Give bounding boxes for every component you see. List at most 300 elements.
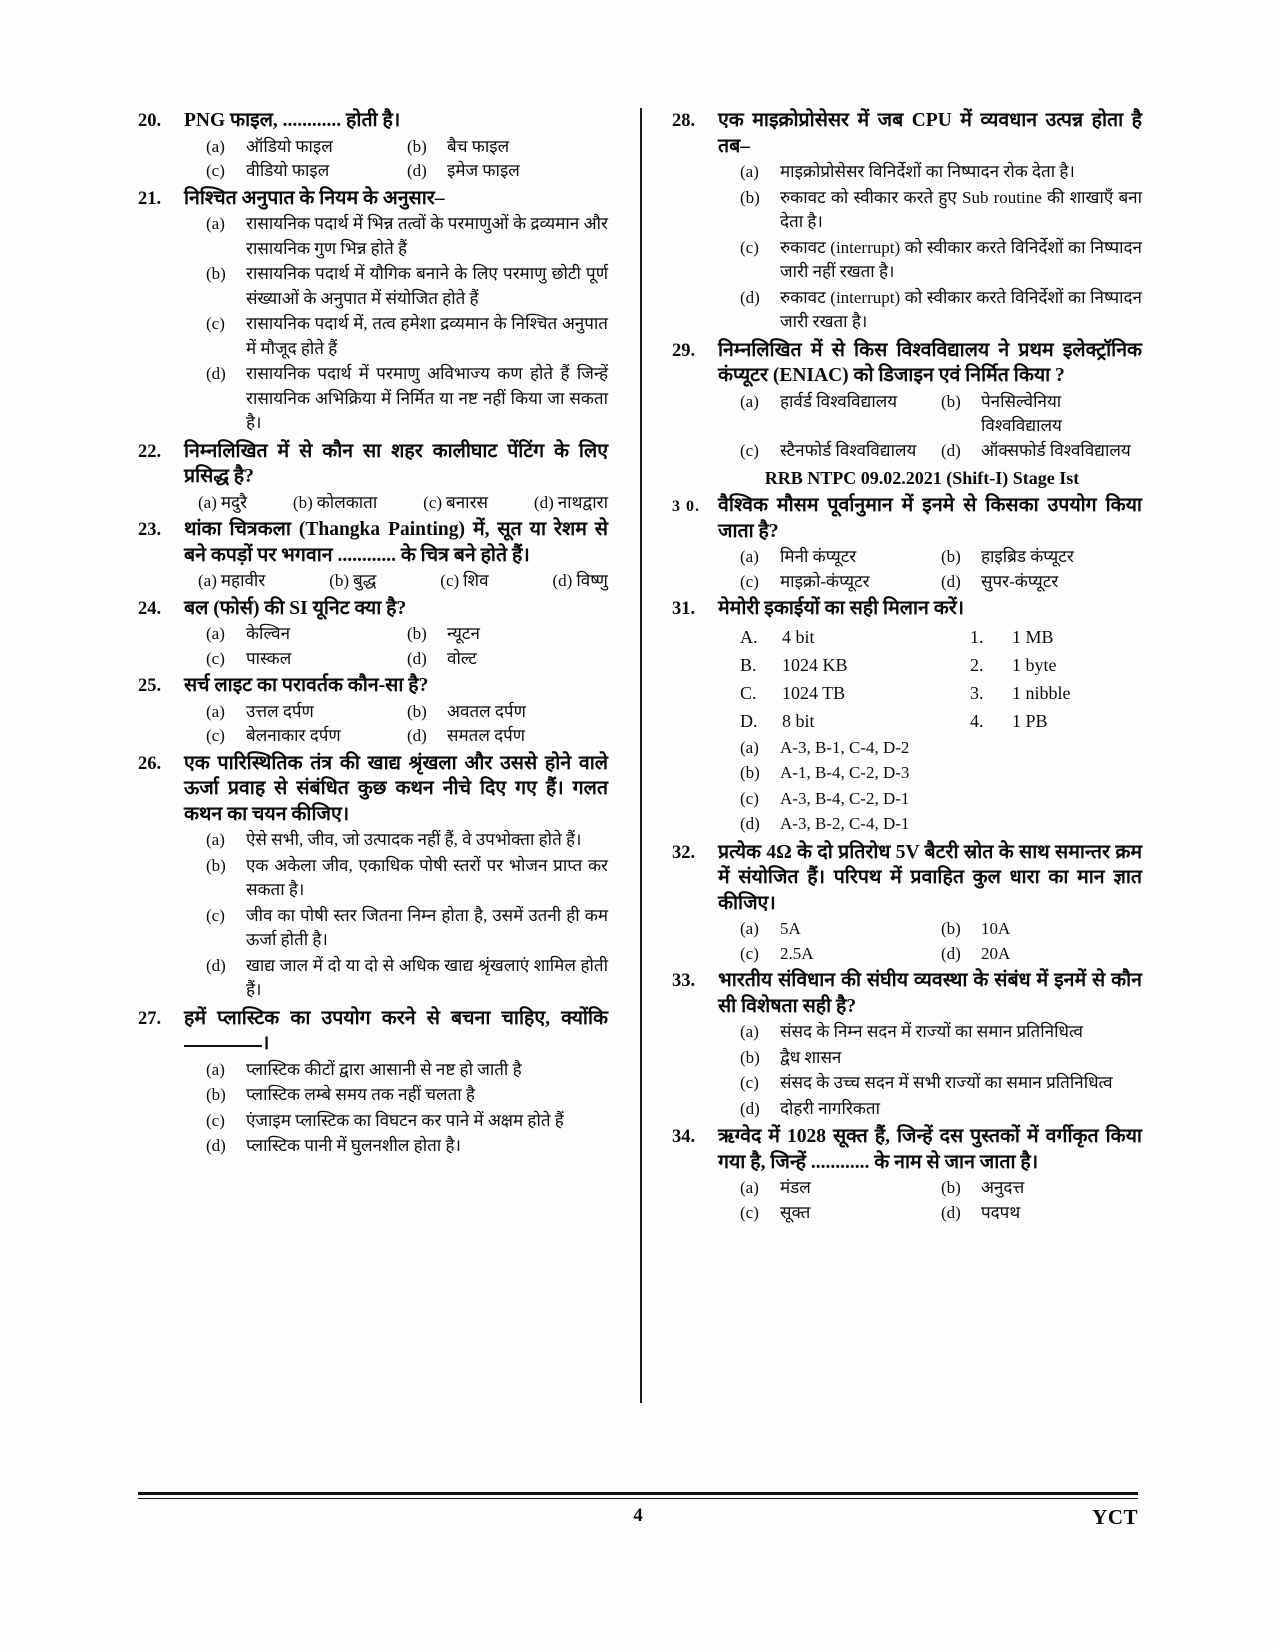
option-label: (d) — [740, 814, 760, 833]
question-text: एक माइक्रोप्रोसेसर में जब CPU में व्यवधान उत्पन्न होता है तब– — [718, 110, 1142, 157]
option-text: प्लास्टिक कीटों द्वारा आसानी से नष्ट हो जाती है — [246, 1059, 522, 1079]
question-body — [184, 673, 608, 749]
option[interactable] — [740, 787, 1142, 812]
question-number: 22. — [138, 441, 162, 462]
option-text: अवतल दर्पण — [447, 701, 526, 721]
question-number: 21. — [138, 188, 162, 209]
source-caption: RRB NTPC 09.02.2021 (Shift-I) Stage Ist — [764, 468, 1080, 488]
option[interactable] — [423, 491, 488, 516]
question-body — [718, 840, 1142, 967]
option-text: माइक्रोप्रोसेसर विनिर्देशों का निष्पादन रोक देता है। — [780, 162, 1075, 181]
option-text: 2.5A — [780, 943, 814, 963]
match-left-key: C. — [740, 682, 757, 703]
option-text: पेनसिल्वेनिया विश्वविद्यालय — [981, 391, 1062, 435]
option-row — [740, 917, 1142, 942]
option[interactable] — [440, 569, 488, 594]
question-text: निम्नलिखित में से कौन सा शहर कालीघाट पेंटिंग के लिए प्रसिद्ध है? — [184, 440, 608, 487]
option-label: (c) — [740, 788, 759, 808]
option-label: (b) — [407, 701, 427, 721]
option-text: प्लास्टिक लम्बे समय तक नहीं चलता है — [246, 1085, 475, 1104]
option[interactable] — [206, 1134, 608, 1159]
option-label: (c) — [206, 161, 225, 180]
option-text: A-3, B-2, C-4, D-1 — [780, 814, 910, 833]
option-text: मदुरै — [220, 492, 248, 512]
match-right-value: 1 PB — [1012, 710, 1048, 731]
option-label: (c) — [206, 314, 225, 333]
option-list — [184, 135, 608, 184]
option-row — [206, 622, 608, 647]
option-text: वीडियो फाइल — [246, 161, 330, 180]
option-text: मंडल — [780, 1178, 811, 1197]
question-text: एक पारिस्थितिक तंत्र की खाद्य श्रृंखला और उससे होने वाले ऊर्जा प्रवाह से संबंधित कुछ कथन नीचे दिए गए हैं। गलत कथन का चयन कीजिए। — [184, 752, 608, 825]
option-text: बनारस — [446, 492, 489, 512]
question-body — [718, 338, 1142, 464]
option[interactable] — [553, 569, 608, 594]
question-body — [184, 108, 608, 184]
option-label: (b) — [740, 1047, 760, 1067]
option[interactable] — [740, 942, 941, 967]
question-block — [138, 186, 608, 437]
question-number: 28. — [672, 111, 696, 131]
match-right-pair — [970, 651, 1142, 679]
question-body — [184, 439, 608, 516]
right-column — [642, 108, 1142, 1408]
option-label: (c) — [440, 571, 460, 590]
option[interactable] — [206, 1083, 608, 1108]
question-text: प्रत्येक 4Ω के दो प्रतिरोध 5V बैटरी स्रोत के साथ समान्तर क्रम में संयोजित हैं। परिपथ में प्रवाहित कुल धारा का मान ज्ञात कीजिए। — [718, 841, 1142, 914]
match-table — [718, 623, 1142, 735]
option[interactable] — [941, 942, 1142, 967]
option-text: द्वैध शासन — [780, 1047, 842, 1067]
match-right-value: 1 nibble — [1012, 682, 1071, 703]
option[interactable] — [206, 362, 608, 436]
option-label: (b) — [941, 919, 961, 938]
question-number: 33. — [672, 971, 696, 991]
match-left-pair — [740, 679, 970, 707]
option-text: 5A — [780, 919, 801, 938]
question-body — [718, 493, 1142, 594]
option-label: (b) — [407, 624, 427, 643]
option-row — [740, 1176, 1142, 1201]
option-text: अनुदत्त — [981, 1178, 1025, 1197]
question-block — [672, 108, 1142, 336]
option-label: (d) — [552, 571, 573, 590]
footer-rule-thin — [138, 1498, 1138, 1499]
option[interactable] — [740, 570, 941, 595]
option[interactable] — [740, 1097, 1142, 1122]
option-text: रासायनिक पदार्थ में यौगिक बनाने के लिए परमाणु छोटी पूर्ण संख्याओं के अनुपात में संयोजित होते हैं — [246, 264, 608, 308]
option-row — [740, 942, 1142, 967]
option[interactable] — [206, 854, 608, 903]
option[interactable] — [198, 491, 247, 516]
option-text: सूक्त — [780, 1202, 811, 1222]
option-label: (a) — [740, 737, 759, 757]
question-block — [672, 1124, 1142, 1225]
question-block — [138, 517, 608, 594]
match-row — [740, 707, 1142, 735]
question-text: वैश्विक मौसम पूर्वानुमान में इनमे से किसका उपयोग किया जाता है? — [718, 495, 1142, 542]
match-left-value: 1024 KB — [782, 654, 848, 675]
option-label: (b) — [740, 187, 760, 207]
option[interactable] — [206, 647, 407, 672]
option-label: (b) — [407, 136, 427, 156]
option-text: रुकावट (interrupt) को स्वीकार करते विनिर्देशों का निष्पादन जारी रखता है। — [780, 287, 1142, 331]
option-text: न्यूटन — [447, 624, 480, 643]
question-text: मेमोरी इकाईयों का सही मिलान करें। — [718, 598, 965, 619]
option-row — [206, 135, 608, 160]
option-text: केल्विन — [246, 624, 291, 643]
option-text: मिनी कंप्यूटर — [780, 547, 857, 566]
option-label: (d) — [740, 287, 760, 307]
question-text: निश्चित अनुपात के नियम के अनुसार– — [184, 187, 445, 209]
option-text: पदपथ — [981, 1202, 1021, 1222]
option[interactable] — [534, 491, 608, 516]
question-text: बल (फोर्स) की SI यूनिट क्या है? — [184, 597, 407, 619]
option-label: (a) — [206, 214, 225, 233]
option[interactable] — [740, 1176, 941, 1201]
option[interactable] — [740, 1071, 1142, 1096]
publisher-mark: YCT — [1092, 1505, 1138, 1529]
option-label: (b) — [206, 1085, 226, 1104]
option-label: (d) — [407, 726, 427, 745]
option[interactable] — [740, 1020, 1142, 1045]
option[interactable] — [206, 262, 608, 311]
question-body — [184, 1006, 608, 1160]
option[interactable] — [740, 390, 941, 439]
option[interactable] — [407, 700, 608, 725]
option-row — [740, 570, 1142, 595]
option-list — [718, 390, 1142, 464]
option-row — [740, 545, 1142, 570]
option[interactable] — [206, 135, 407, 160]
option[interactable] — [206, 159, 407, 184]
option-text: स्टैनफोर्ड विश्वविद्यालय — [780, 440, 917, 460]
option-text: 20A — [981, 943, 1011, 963]
option-label: (d) — [941, 943, 961, 963]
question-number: 25. — [138, 676, 162, 696]
option[interactable] — [740, 1201, 941, 1226]
option-list — [184, 1058, 608, 1159]
option-text: रुकावट (interrupt) को स्वीकार करते विनिर्देशों का निष्पादन जारी नहीं रखता है। — [780, 237, 1142, 281]
option-text: A-3, B-4, C-2, D-1 — [780, 788, 910, 808]
match-left-pair — [740, 623, 970, 651]
option[interactable] — [740, 186, 1142, 235]
option-label: (d) — [206, 1136, 226, 1155]
question-text: निम्नलिखित में से किस विश्वविद्यालय ने प्रथम इलेक्ट्रॉनिक कंप्यूटर (ENIAC) को डिजाइन एवं निर्मित किया ? — [718, 339, 1142, 386]
match-left-value: 1024 TB — [782, 682, 846, 703]
option-text: बुद्ध — [353, 571, 377, 590]
question-number: 31. — [672, 599, 696, 619]
question-number: 23. — [138, 520, 162, 540]
question-number: 3 0. — [672, 498, 700, 515]
option[interactable] — [941, 917, 1142, 942]
option[interactable] — [740, 812, 1142, 837]
option-text: हाइब्रिड कंप्यूटर — [981, 547, 1074, 566]
option-text: संसद के उच्च सदन में सभी राज्यों का समान प्रतिनिधित्व — [780, 1073, 1113, 1092]
option[interactable] — [941, 1201, 1142, 1226]
question-number: 34. — [672, 1127, 696, 1147]
option[interactable] — [740, 286, 1142, 335]
option-label: (d) — [407, 161, 427, 180]
option-text: एंजाइम प्लास्टिक का विघटन कर पाने में अक्षम होते हैं — [246, 1110, 564, 1130]
match-right-value: 1 byte — [1012, 654, 1057, 675]
option-text: कोलकाता — [316, 492, 378, 512]
option-label: (c) — [740, 571, 759, 591]
option[interactable] — [740, 917, 941, 942]
option-text: ऐसे सभी, जीव, जो उत्पादक नहीं हैं, वे उपभोक्ता होते हैं। — [246, 830, 582, 849]
option-text: ऑडियो फाइल — [246, 136, 333, 156]
option[interactable] — [206, 622, 407, 647]
option-row — [206, 700, 608, 725]
option[interactable] — [941, 570, 1142, 595]
option-row — [740, 390, 1142, 439]
option[interactable] — [740, 545, 941, 570]
option-list — [718, 917, 1142, 966]
option-list — [184, 569, 608, 594]
option-list — [184, 622, 608, 671]
option-label: (d) — [206, 364, 226, 383]
option-label: (a) — [198, 492, 217, 512]
question-text: हमें प्लास्टिक का उपयोग करने से बचना चाहिए, क्योंकि । — [184, 1007, 608, 1054]
option-label: (c) — [206, 648, 225, 668]
option-text: महावीर — [220, 571, 266, 590]
option-label: (d) — [206, 955, 226, 975]
option[interactable] — [740, 439, 941, 464]
option-text: उत्तल दर्पण — [246, 701, 314, 721]
option-label: (c) — [423, 492, 443, 512]
match-right-key: 3. — [970, 682, 984, 703]
question-body — [718, 968, 1142, 1122]
left-column — [138, 108, 626, 1408]
option-list — [184, 491, 608, 516]
option-text: ऑक्सफोर्ड विश्वविद्यालय — [981, 440, 1131, 460]
fill-in-blank — [184, 1045, 262, 1047]
option-row — [206, 647, 608, 672]
question-number: 26. — [138, 753, 162, 774]
match-right-pair — [970, 623, 1142, 651]
option-text: रासायनिक पदार्थ में, तत्व हमेशा द्रव्यमान के निश्चित अनुपात में मौजूद होते हैं — [246, 314, 608, 358]
option[interactable] — [740, 761, 1142, 786]
option-list — [184, 700, 608, 749]
option-label: (d) — [407, 648, 427, 668]
option-row — [740, 1201, 1142, 1226]
match-right-key: 2. — [970, 654, 984, 675]
question-block — [672, 968, 1142, 1122]
option-label: (a) — [206, 136, 225, 156]
option-label: (a) — [206, 701, 225, 721]
match-right-value: 1 MB — [1012, 626, 1054, 647]
question-number: 32. — [672, 842, 696, 863]
option[interactable] — [407, 159, 608, 184]
option-row — [206, 159, 608, 184]
option-label: (b) — [206, 855, 226, 875]
option[interactable] — [293, 491, 377, 516]
question-text: सर्च लाइट का परावर्तक कौन-सा है? — [184, 675, 429, 696]
option-text: विष्णु — [576, 571, 608, 590]
option[interactable] — [206, 1058, 608, 1083]
option-text: माइक्रो-कंप्यूटर — [780, 571, 870, 591]
option-label: (a) — [206, 830, 225, 849]
option[interactable] — [740, 160, 1142, 185]
match-right-key: 4. — [970, 710, 984, 731]
match-row — [740, 651, 1142, 679]
option-text: A-1, B-4, C-2, D-3 — [780, 763, 910, 782]
match-right-pair — [970, 679, 1142, 707]
option[interactable] — [206, 212, 608, 261]
match-right-pair — [970, 707, 1142, 735]
question-number: 20. — [138, 111, 162, 131]
option-text: बैच फाइल — [447, 136, 510, 156]
question-block — [138, 108, 608, 184]
question-body — [184, 751, 608, 1004]
option[interactable] — [206, 1109, 608, 1134]
option[interactable] — [206, 312, 608, 361]
option-label: (c) — [740, 943, 759, 963]
option-row — [740, 439, 1142, 464]
option-label: (a) — [740, 919, 759, 938]
option[interactable] — [206, 700, 407, 725]
option[interactable] — [740, 236, 1142, 285]
option[interactable] — [407, 724, 608, 749]
option-text: खाद्य जाल में दो या दो से अधिक खाद्य श्रृंखलाएं शामिल होती हैं। — [246, 955, 608, 999]
option-label: (c) — [740, 237, 759, 257]
option-label: (a) — [740, 391, 759, 411]
question-block — [672, 338, 1142, 464]
option-list — [718, 160, 1142, 335]
option-label: (c) — [740, 1202, 759, 1222]
option[interactable] — [740, 1046, 1142, 1071]
option-label: (b) — [941, 547, 961, 566]
option-text: संसद के निम्न सदन में राज्यों का समान प्रतिनिधित्व — [780, 1022, 1083, 1041]
option[interactable] — [407, 647, 608, 672]
option-label: (a) — [206, 624, 225, 643]
option-text: हार्वर्ड विश्वविद्यालय — [780, 391, 898, 411]
option[interactable] — [206, 904, 608, 953]
option-label: (a) — [206, 1059, 225, 1079]
match-left-key: D. — [740, 710, 758, 731]
match-left-value: 8 bit — [782, 710, 815, 731]
option-label: (b) — [292, 492, 313, 512]
option-list — [718, 545, 1142, 594]
option-label: (a) — [740, 162, 759, 181]
option-label: (b) — [941, 391, 961, 411]
option-text: समतल दर्पण — [447, 726, 526, 745]
option[interactable] — [206, 724, 407, 749]
footer-rule-thick — [138, 1492, 1138, 1495]
match-left-key: A. — [740, 626, 758, 647]
option[interactable] — [941, 545, 1142, 570]
option-label: (b) — [740, 763, 760, 782]
option[interactable] — [206, 954, 608, 1003]
option[interactable] — [407, 622, 608, 647]
option-list — [184, 212, 608, 436]
option-text: शिव — [463, 571, 489, 590]
option-text: जीव का पोषी स्तर जितना निम्न होता है, उसमें उतनी ही कम ऊर्जा होती है। — [246, 905, 608, 949]
question-block — [672, 596, 1142, 838]
option-text: सुपर-कंप्यूटर — [981, 571, 1059, 591]
match-left-pair — [740, 651, 970, 679]
match-left-value: 4 bit — [782, 626, 815, 647]
question-block — [138, 596, 608, 672]
match-left-key: B. — [740, 654, 757, 675]
question-body — [184, 186, 608, 437]
option-label: (d) — [533, 492, 554, 512]
question-body — [718, 596, 1142, 838]
option-label: (b) — [206, 264, 226, 283]
match-left-pair — [740, 707, 970, 735]
option-text: रुकावट को स्वीकार करते हुए Sub routine की शाखाएँ बना देता है। — [780, 187, 1142, 231]
option-list — [184, 828, 608, 1003]
question-body — [184, 517, 608, 594]
option-label: (c) — [740, 1073, 759, 1092]
option-text: A-3, B-1, C-4, D-2 — [780, 737, 910, 757]
option[interactable] — [407, 135, 608, 160]
match-row — [740, 679, 1142, 707]
question-number: 24. — [138, 598, 162, 619]
option-label: (d) — [740, 1098, 760, 1118]
question-number: 29. — [672, 340, 696, 361]
option[interactable] — [206, 828, 608, 853]
option-label: (d) — [941, 571, 961, 591]
question-text: थांका चित्रकला (Thangka Painting) में, सूत या रेशम से बने कपड़ों पर भगवान ............ के चित्र बने होते हैं। — [184, 519, 608, 566]
question-body — [718, 1124, 1142, 1225]
option[interactable] — [941, 1176, 1142, 1201]
option-text: बेलनाकार दर्पण — [246, 726, 341, 745]
option-text: 10A — [981, 919, 1011, 938]
question-block — [138, 751, 608, 1004]
question-block — [672, 493, 1142, 594]
option-text: रासायनिक पदार्थ में भिन्न तत्वों के परमाणुओं के द्रव्यमान और रासायनिक गुण भिन्न होते हैं — [246, 214, 608, 258]
option-text: नाथद्वारा — [557, 492, 608, 512]
option-label: (c) — [206, 726, 225, 745]
option-text: प्लास्टिक पानी में घुलनशील होता है। — [246, 1136, 461, 1155]
question-block — [138, 1006, 608, 1160]
option-list — [718, 1020, 1142, 1121]
option-label: (c) — [206, 1110, 225, 1130]
option-label: (b) — [329, 571, 350, 590]
match-row — [740, 623, 1142, 651]
question-block — [138, 673, 608, 749]
match-right-key: 1. — [970, 626, 984, 647]
option[interactable] — [941, 439, 1142, 464]
option-text: रासायनिक पदार्थ में परमाणु अविभाज्य कण होते हैं जिन्हें रासायनिक अभिक्रिया में निर्मित या नष्ट नहीं किया जा सकता है। — [246, 364, 608, 432]
option-label: (d) — [941, 1202, 961, 1222]
option[interactable] — [198, 569, 265, 594]
option-label: (a) — [198, 571, 217, 590]
question-text: ऋग्वेद में 1028 सूक्त हैं, जिन्हें दस पुस्तकों में वर्गीकृत किया गया है, जिन्हें ............ के नाम से जान जाता है। — [718, 1126, 1142, 1173]
question-text: PNG फाइल, ............ होती है। — [184, 110, 401, 131]
option-text: एक अकेला जीव, एकाधिक पोषी स्तरों पर भोजन प्राप्त कर सकता है। — [246, 855, 608, 899]
option[interactable] — [740, 736, 1142, 761]
option[interactable] — [941, 390, 1142, 439]
two-column-body — [138, 108, 1143, 1408]
option-text: इमेज फाइल — [447, 161, 520, 180]
option-label: (c) — [206, 905, 225, 925]
option-label: (d) — [941, 440, 961, 460]
option-list — [718, 736, 1142, 837]
option[interactable] — [329, 569, 376, 594]
option-label: (a) — [740, 547, 759, 566]
page-number: 4 — [633, 1505, 643, 1526]
option-row — [206, 724, 608, 749]
option-text: वोल्ट — [447, 648, 477, 668]
question-block — [138, 439, 608, 516]
question-number: 27. — [138, 1008, 162, 1029]
option-label: (a) — [740, 1022, 759, 1041]
option-label: (b) — [941, 1178, 961, 1197]
question-block — [672, 840, 1142, 967]
option-list — [718, 1176, 1142, 1225]
